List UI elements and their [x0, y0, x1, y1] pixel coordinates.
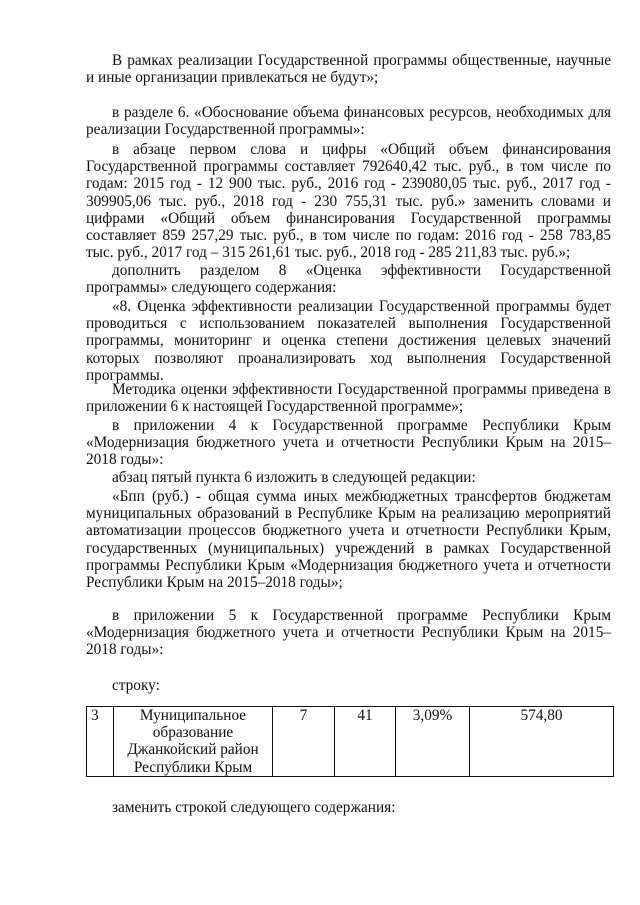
cell-amount: 574,80: [470, 707, 614, 777]
replaced-row-table: [86, 706, 614, 777]
paragraph-row-label: строку:: [112, 677, 160, 694]
paragraph-appendix-5: в приложении 5 к Государственной программе Республики Крым «Модернизация бюджетного учета и отчетности Республики Крым на 2015–2018 годы»:: [86, 607, 611, 659]
paragraph-section-6: в разделе 6. «Обоснование объема финансовых ресурсов, необходимых для реализации Государственной программы»:: [86, 104, 611, 139]
table-row: [87, 707, 614, 777]
paragraph-organizations: В рамках реализации Государственной программы общественные, научные и иные организации привлекаться не будут»;: [86, 52, 611, 87]
cell-municipality: Муниципальное образование Джанкойский район Республики Крым: [114, 707, 273, 777]
paragraph-add-section-8: дополнить разделом 8 «Оценка эффективности Государственной программы» следующего содержания:: [86, 262, 611, 297]
cell-number: 3: [87, 707, 114, 777]
cell-value-1: 7: [273, 707, 335, 777]
paragraph-appendix-4: в приложении 4 к Государственной программе Республики Крым «Модернизация бюджетного учета и отчетности Республики Крым на 2015–2018 годы»:: [86, 417, 611, 469]
paragraph-methodology: Методика оценки эффективности Государственной программы приведена в приложении 6 к настоящей Государственной программе»;: [86, 381, 611, 416]
paragraph-financing-amounts: в абзаце первом слова и цифры «Общий объем финансирования Государственной программы составляет 792640,42 тыс. руб., в том числе по годам: 2015 год - 12 900 тыс. руб., 2016 год - 239080,05 тыс. руб., 2017 год - 309905,06 тыс. руб., 2018 год - 230 755,31 тыс. руб.» заменить словами и цифрами «Общий объем финансирования Государственной программы составляет 859 257,29 тыс. руб., в том числе по годам: 2016 год - 258 783,85 тыс. руб., 2017 год – 315 261,61 тыс. руб., 2018 год - 285 211,83 тыс. руб.»;: [86, 141, 611, 262]
cell-value-2: 41: [335, 707, 396, 777]
paragraph-bpp-definition: «Бпп (руб.) - общая сумма иных межбюджетных трансфертов бюджетам муниципальных образований в Республике Крым на реализацию мероприятий автоматизации процессов бюджетного учета и отчетности Республики Крым, государственных (муниципальных) учреждений в рамках Государственной программы Республики Крым «Модернизация бюджетного учета и отчетности Республики Крым на 2015–2018 годы»;: [86, 488, 611, 592]
paragraph-point-6: абзац пятый пункта 6 изложить в следующей редакции:: [112, 469, 476, 486]
paragraph-section-8-text: «8. Оценка эффективности реализации Государственной программы будет проводиться с использованием показателей выполнения Государственной программы, мониторинг и оценка степени достижения целевых значений которых позволяют проанализировать ход выполнения Государственной программы.: [86, 298, 611, 384]
cell-percent: 3,09%: [396, 707, 470, 777]
paragraph-replace-row: заменить строкой следующего содержания:: [112, 799, 396, 816]
